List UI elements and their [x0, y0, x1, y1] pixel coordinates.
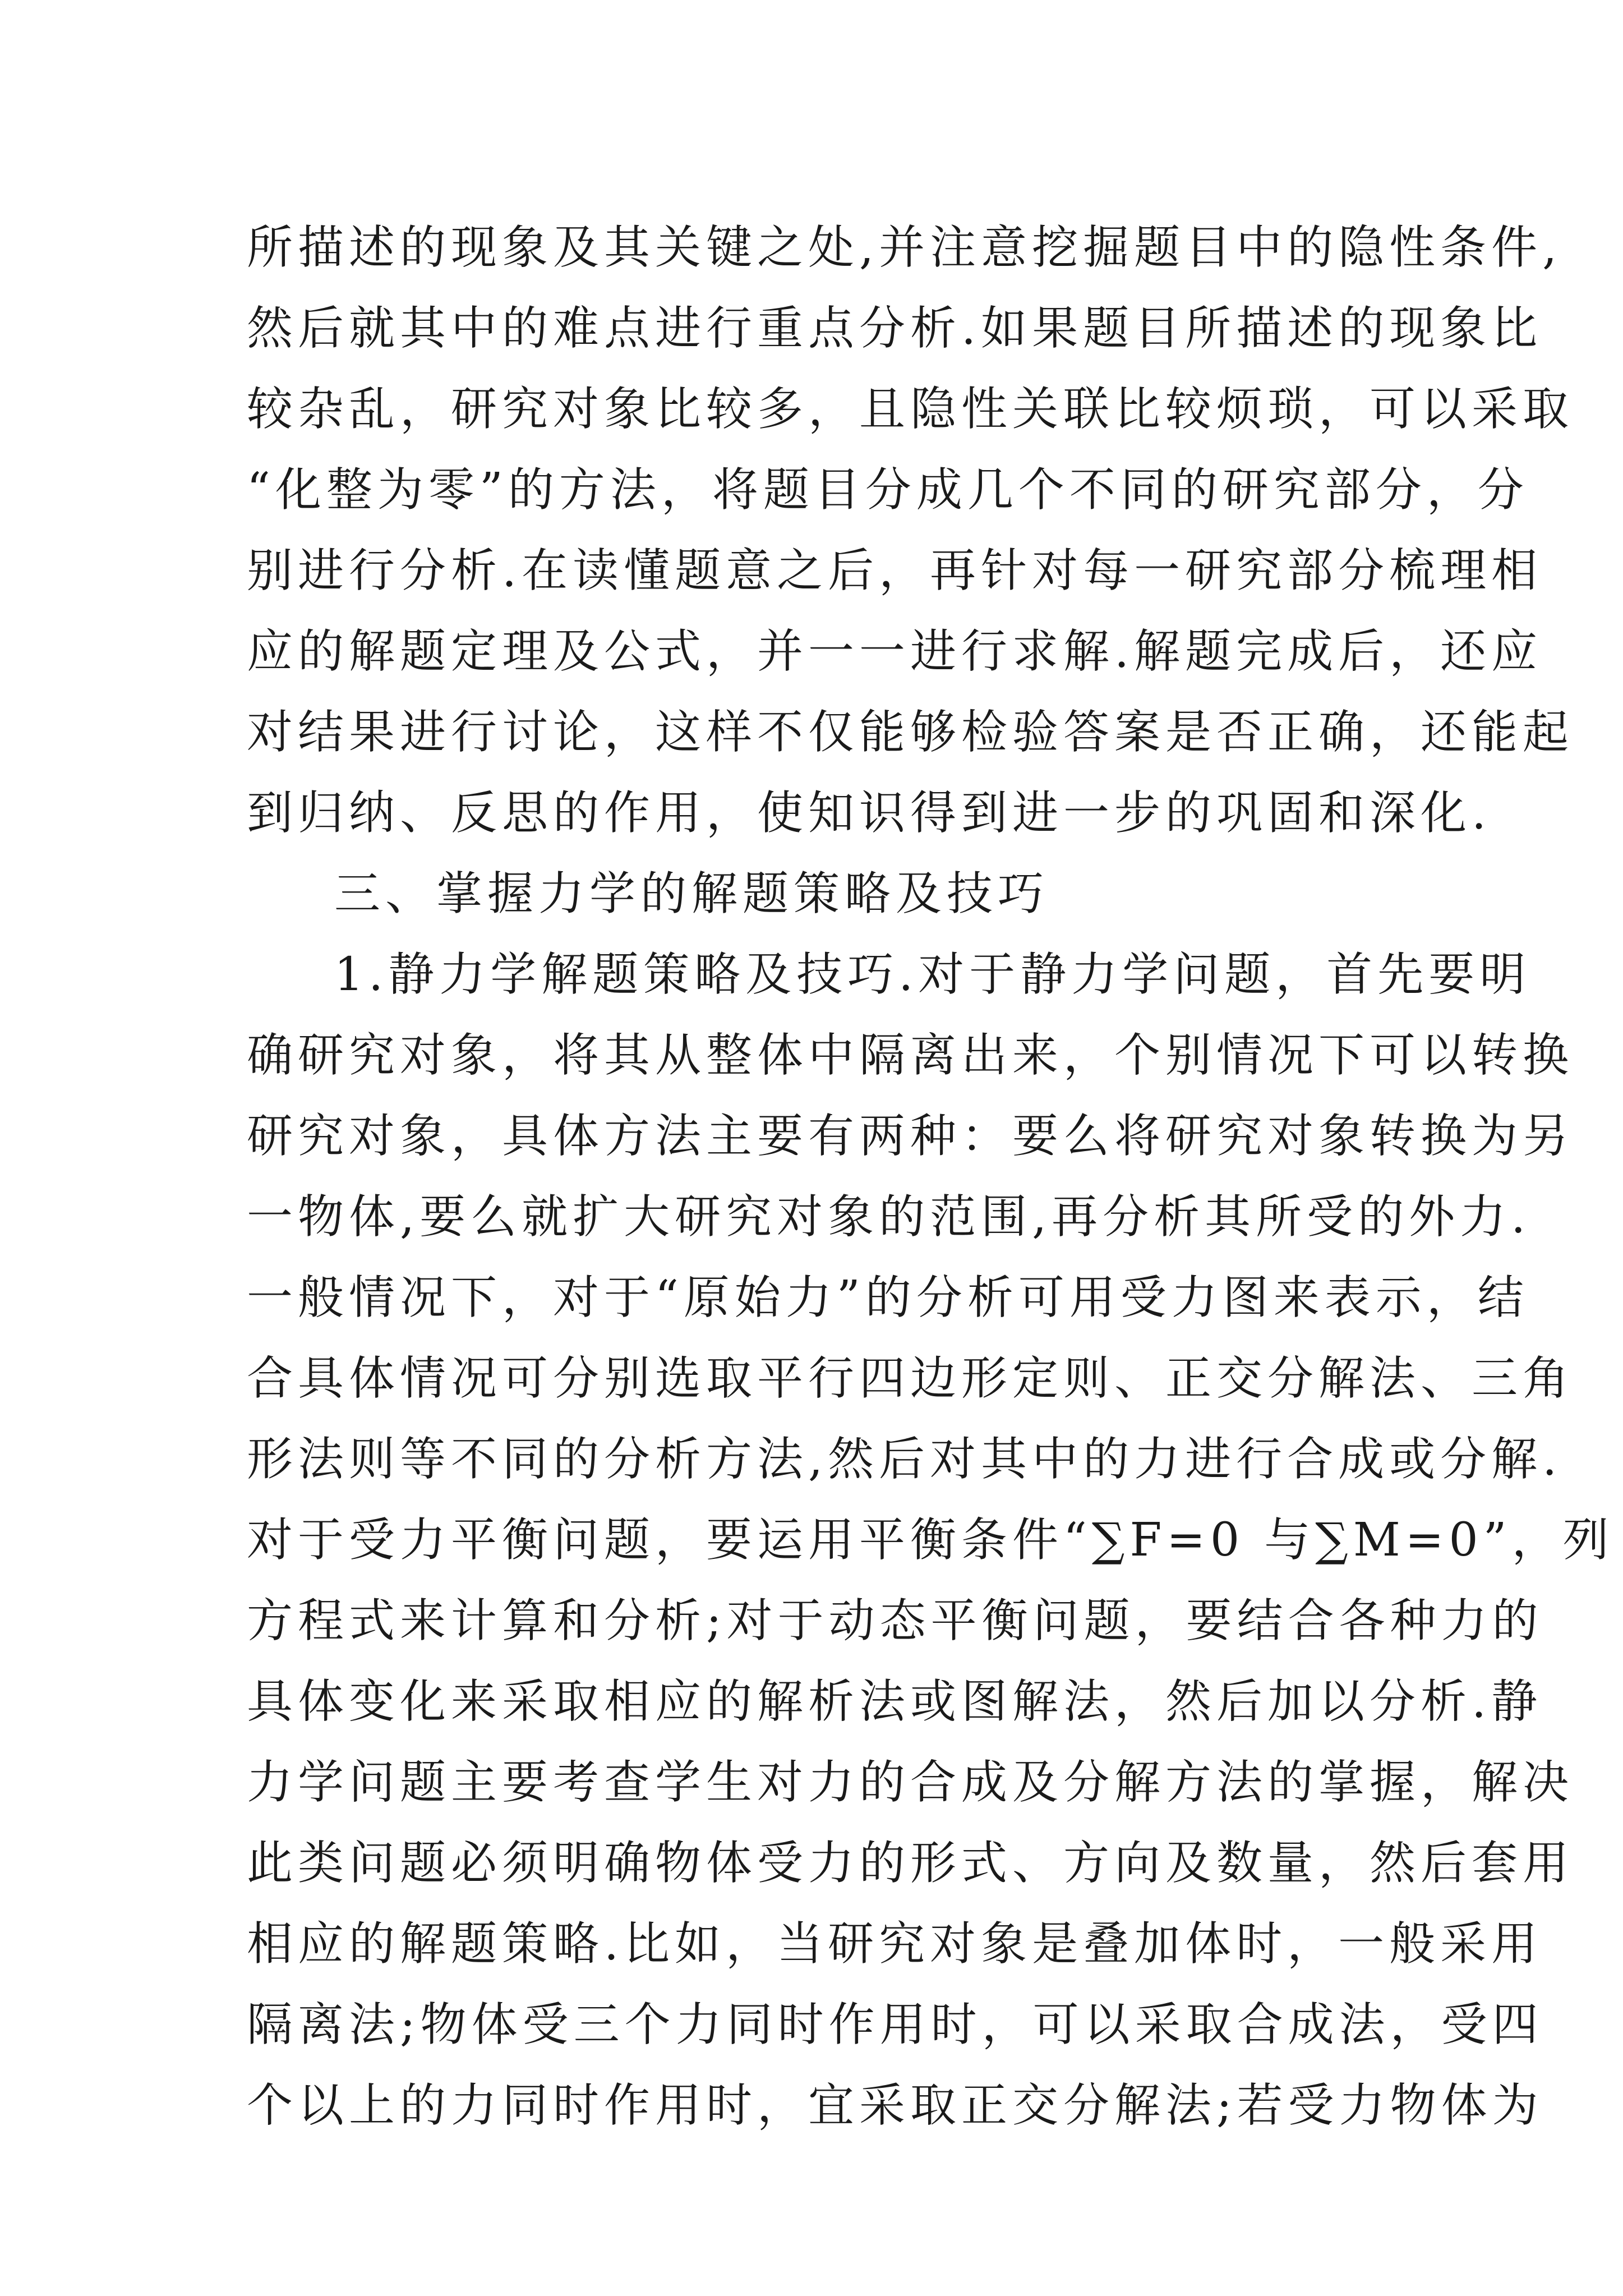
- text-line: 1.静力学解题策略及技巧.对于静力学问题，首先要明: [334, 948, 1531, 1001]
- text-line: 相应的解题策略.比如，当研究对象是叠加体时，一般采用: [247, 1917, 1543, 1971]
- text-line: “化整为零”的方法，将题目分成几个不同的研究部分，分: [247, 463, 1529, 517]
- text-line: 具体变化来采取相应的解析法或图解法，然后加以分析.静: [247, 1675, 1543, 1728]
- text-line: 此类问题必须明确物体受力的形式、方向及数量，然后套用: [247, 1837, 1574, 1890]
- text-line: 研究对象，具体方法主要有两种：要么将研究对象转换为另: [247, 1110, 1574, 1163]
- text-line: 力学问题主要考查学生对力的合成及分解方法的掌握，解决: [247, 1756, 1574, 1809]
- text-line: 对于受力平衡问题，要运用平衡条件“∑F=0 与∑M=0”，列: [247, 1513, 1614, 1567]
- text-line: 个以上的力同时作用时，宜采取正交分解法;若受力物体为: [247, 2079, 1543, 2132]
- text-line: 确研究对象，将其从整体中隔离出来，个别情况下可以转换: [247, 1029, 1574, 1082]
- text-line: 一般情况下，对于“原始力”的分析可用受力图来表示，结: [247, 1271, 1529, 1324]
- text-line: 一物体,要么就扩大研究对象的范围,再分析其所受的外力.: [247, 1190, 1531, 1244]
- text-line: 别进行分析.在读懂题意之后，再针对每一研究部分梳理相: [247, 544, 1543, 597]
- text-line: 方程式来计算和分析;对于动态平衡问题，要结合各种力的: [247, 1594, 1543, 1648]
- text-line: 形法则等不同的分析方法,然后对其中的力进行合成或分解.: [247, 1433, 1562, 1486]
- text-line: 所描述的现象及其关键之处,并注意挖掘题目中的隐性条件,: [247, 221, 1562, 274]
- text-line: 较杂乱，研究对象比较多，且隐性关联比较烦琐，可以采取: [247, 383, 1574, 436]
- text-line: 合具体情况可分别选取平行四边形定则、正交分解法、三角: [247, 1352, 1574, 1405]
- text-line: 到归纳、反思的作用，使知识得到进一步的巩固和深化.: [247, 786, 1492, 840]
- text-line: 隔离法;物体受三个力同时作用时，可以采取合成法，受四: [247, 1998, 1543, 2051]
- text-line: 对结果进行讨论，这样不仅能够检验答案是否正确，还能起: [247, 706, 1574, 759]
- text-line: 然后就其中的难点进行重点分析.如果题目所描述的现象比: [247, 302, 1543, 355]
- text-line: 应的解题定理及公式，并一一进行求解.解题完成后，还应: [247, 625, 1543, 678]
- section-heading: 三、掌握力学的解题策略及技巧: [334, 867, 1049, 921]
